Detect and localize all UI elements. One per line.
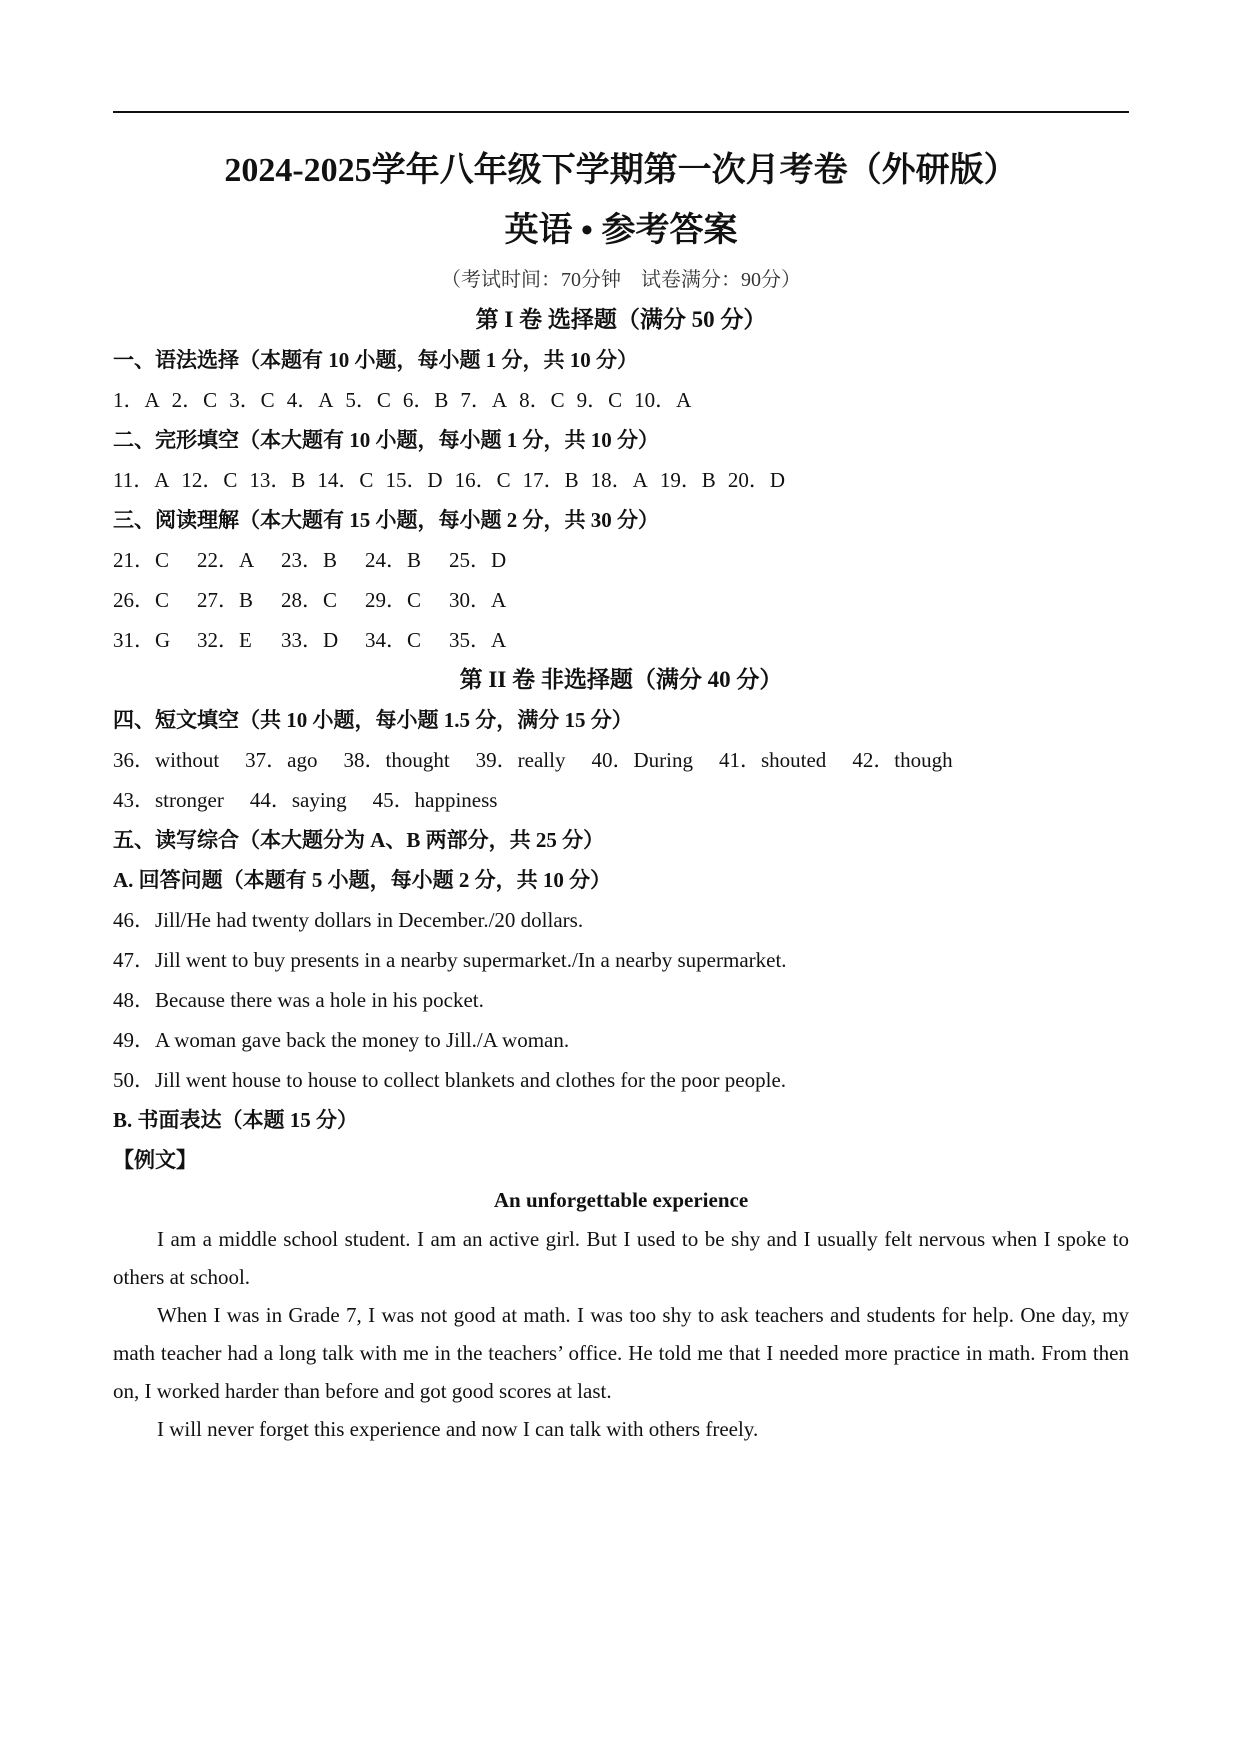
answer-item: 23．B — [281, 548, 338, 572]
answer-item: 6．B — [402, 388, 449, 412]
answer-item: 37．ago — [245, 748, 318, 772]
answer-line: 49．A woman gave back the money to Jill./A woman. — [113, 1028, 570, 1052]
answer-item: 33．D — [281, 628, 339, 652]
answer-item: 41．shouted — [718, 748, 827, 772]
part2-title: 第 II 卷 非选择题（满分 40 分） — [459, 667, 783, 692]
answer-item: 21．C — [113, 548, 170, 572]
essay-paragraph: I will never forget this experience and now I can talk with others freely. — [157, 1417, 759, 1441]
answer-item: 3．C — [229, 388, 275, 412]
answer-row — [113, 380, 1129, 420]
top-rule — [113, 111, 1129, 113]
answer-line: 46．Jill/He had twenty dollars in December./20 dollars. — [113, 908, 584, 932]
answer-line: 50．Jill went house to house to collect blankets and clothes for the poor people. — [113, 1068, 787, 1092]
answer-row — [113, 540, 1129, 580]
section4-title: 四、短文填空（共 10 小题，每小题 1.5 分，满分 15 分） — [113, 708, 633, 732]
answer-item: 11．A — [113, 468, 170, 492]
answer-item: 9．C — [576, 388, 623, 412]
answer-row — [113, 460, 1129, 500]
answer-row — [113, 780, 1129, 820]
answer-item: 26．C — [113, 588, 170, 612]
page-subtitle: 英语 • 参考答案 — [504, 212, 738, 249]
answer-item: 27．B — [197, 588, 254, 612]
answer-item: 35．A — [449, 628, 507, 652]
answer-item: 28．C — [281, 588, 338, 612]
essay-paragraph: I am a middle school student. I am an active girl. But I used to be shy and I usually felt nervous when I spoke to others at school. — [113, 1227, 1129, 1289]
answer-item: 38．thought — [343, 748, 450, 772]
answer-item: 15．D — [385, 468, 443, 492]
answer-item: 30．A — [449, 588, 507, 612]
answer-item: 36．without — [113, 748, 220, 772]
answer-item: 2．C — [171, 388, 218, 412]
answer-item: 7．A — [460, 388, 508, 412]
answer-item: 32．E — [197, 628, 252, 652]
answer-item: 8．C — [519, 388, 565, 412]
answer-item: 16．C — [454, 468, 511, 492]
answer-item: 43．stronger — [113, 788, 224, 812]
answer-item: 4．A — [286, 388, 334, 412]
part-b-title: B. 书面表达（本题 15 分） — [113, 1108, 359, 1132]
answer-item: 44．saying — [249, 788, 347, 812]
answer-item: 5．C — [345, 388, 391, 412]
content — [113, 140, 1129, 1448]
exam-meta: （考试时间：70分钟 试卷满分：90分） — [441, 269, 801, 291]
answer-item: 42．though — [852, 748, 953, 772]
answer-item: 24．B — [365, 548, 422, 572]
answer-item: 29．C — [365, 588, 422, 612]
sample-essay-label: 【例文】 — [113, 1148, 197, 1172]
answer-item: 14．C — [317, 468, 374, 492]
section5-title: 五、读写综合（本大题分为 A、B 两部分，共 25 分） — [113, 828, 605, 852]
answer-item: 25．D — [449, 548, 507, 572]
answer-item: 34．C — [365, 628, 422, 652]
answer-row — [113, 740, 1129, 780]
answer-item: 45．happiness — [372, 788, 498, 812]
part1-title: 第 I 卷 选择题（满分 50 分） — [475, 307, 767, 332]
answer-item: 10．A — [634, 388, 692, 412]
answer-item: 39．really — [475, 748, 566, 772]
answer-item: 19．B — [659, 468, 716, 492]
section1-title: 一、语法选择（本题有 10 小题，每小题 1 分，共 10 分） — [113, 348, 638, 372]
answer-item: 1．A — [113, 388, 160, 412]
answer-line: 47．Jill went to buy presents in a nearby supermarket./In a nearby supermarket. — [113, 948, 787, 972]
answer-row — [113, 580, 1129, 620]
section2-title: 二、完形填空（本大题有 10 小题，每小题 1 分，共 10 分） — [113, 428, 659, 452]
essay-paragraph: When I was in Grade 7, I was not good at math. I was too shy to ask teachers and students for help. One day, my math teacher had a long talk with me in the teachers’ office. He told me that I needed more practice in math. From then on, I worked harder than before and got good scores at last. — [113, 1303, 1129, 1403]
answer-item: 20．D — [727, 468, 785, 492]
answer-row — [113, 620, 1129, 660]
page-title: 2024-2025学年八年级下学期第一次月考卷（外研版） — [224, 152, 1018, 189]
answer-item: 17．B — [522, 468, 579, 492]
answer-item: 13．B — [249, 468, 306, 492]
section3-title: 三、阅读理解（本大题有 15 小题，每小题 2 分，共 30 分） — [113, 508, 659, 532]
answer-item: 12．C — [181, 468, 238, 492]
answer-item: 18．A — [590, 468, 648, 492]
answer-item: 22．A — [197, 548, 255, 572]
part-a-title: A. 回答问题（本题有 5 小题，每小题 2 分，共 10 分） — [113, 868, 612, 892]
answer-line: 48．Because there was a hole in his pocket. — [113, 988, 484, 1012]
essay-title: An unforgettable experience — [493, 1188, 749, 1212]
answer-item: 31．G — [113, 628, 171, 652]
answer-item: 40．During — [591, 748, 693, 772]
